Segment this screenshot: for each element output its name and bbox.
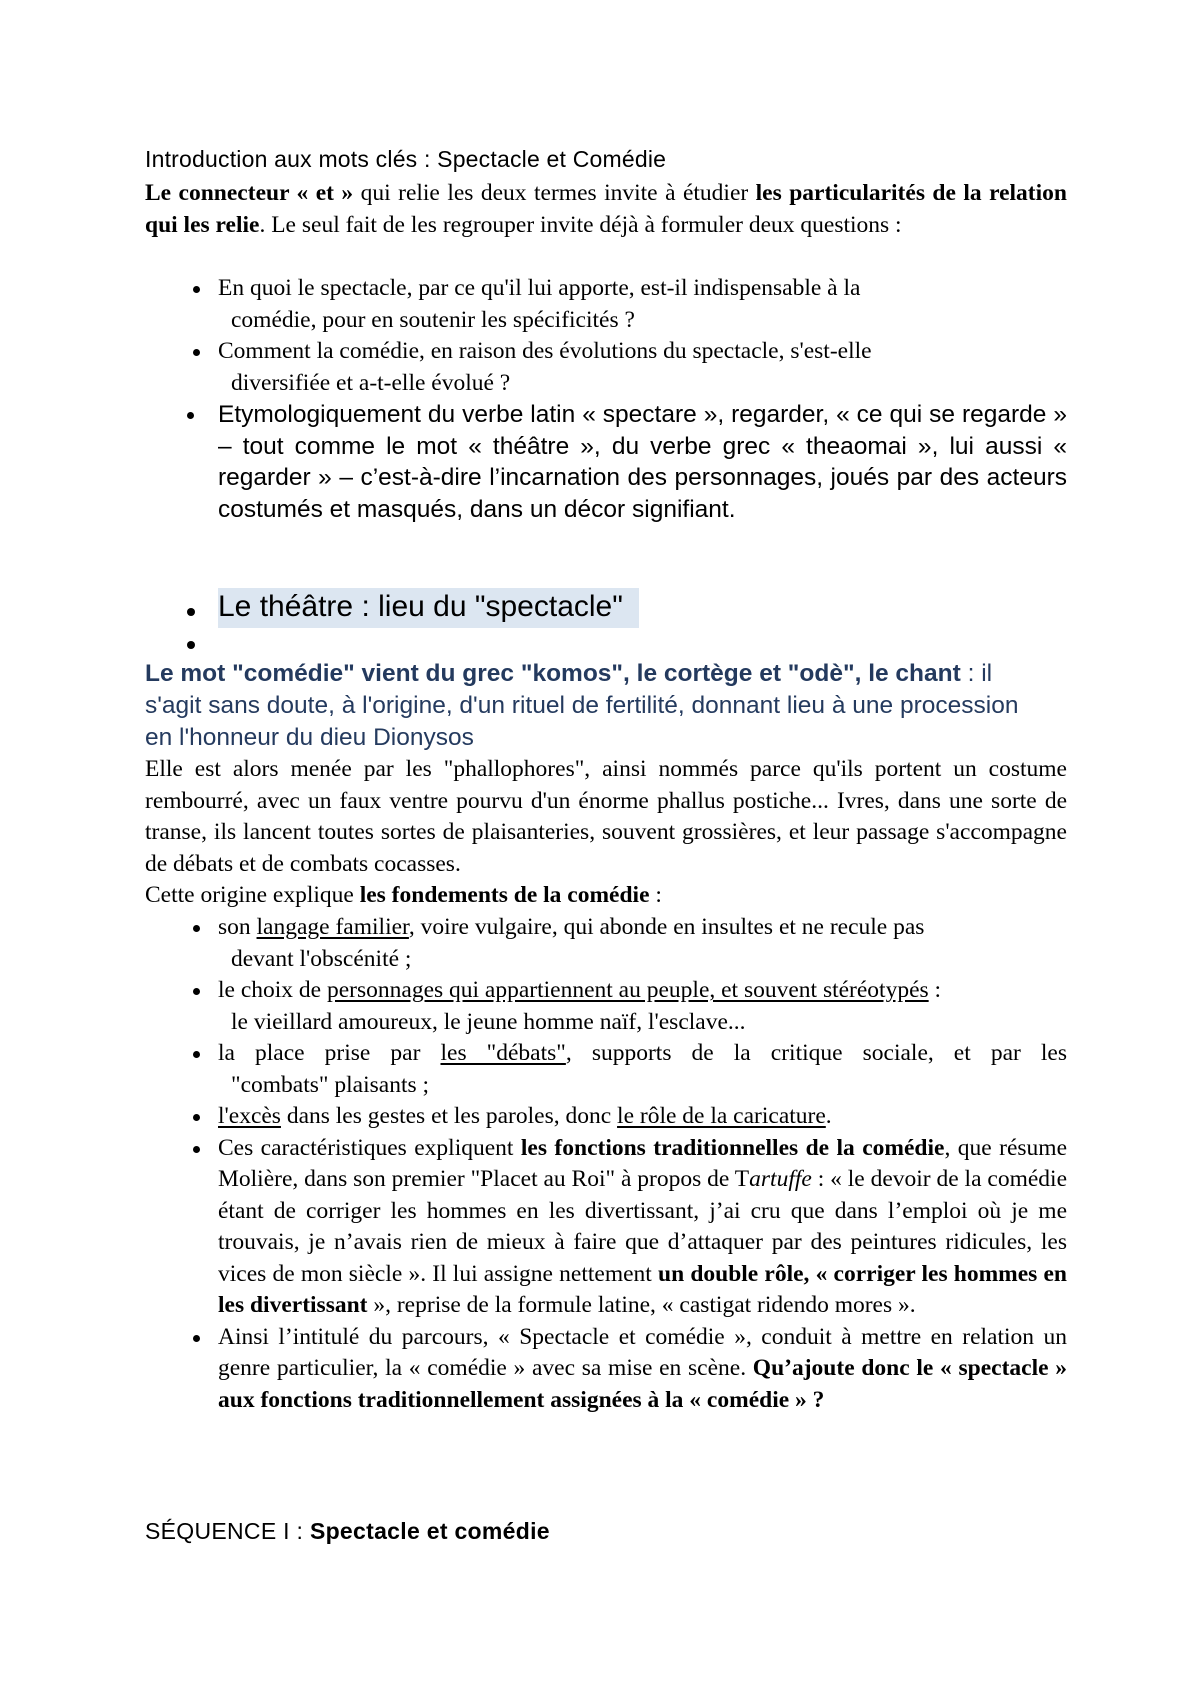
bullet-icon bbox=[193, 286, 200, 293]
question-line: Comment la comédie, en raison des évolutions du spectacle, s'est-elle bbox=[218, 338, 872, 364]
list-item bbox=[145, 1133, 1067, 1322]
item-text: la place prise par bbox=[218, 1040, 441, 1066]
list-item-line bbox=[218, 912, 1067, 944]
origine-text-1: Cette origine explique bbox=[145, 882, 360, 908]
fondements-phrase: les fondements de la comédie bbox=[359, 882, 650, 908]
sequence-title: Spectacle et comédie bbox=[309, 1518, 550, 1544]
list-item-line: devant l'obscénité ; bbox=[231, 945, 412, 972]
double-role-phrase: un double rôle, « corriger les hommes en les divertissant bbox=[218, 1260, 1067, 1318]
list-item bbox=[145, 912, 1067, 975]
bullet-icon bbox=[193, 349, 200, 356]
bullet-icon bbox=[193, 1146, 200, 1153]
item-text: dans les gestes et les paroles, donc bbox=[280, 1103, 618, 1129]
bullet-icon bbox=[187, 608, 195, 616]
intro-paragraph bbox=[145, 178, 1067, 241]
etymology-text: Etymologiquement du verbe latin « spectare », regarder, « ce qui se regarde » – tout comme le mot « théâtre », du verbe grec « theaomai », lui aussi « regarder » – c’est-à-dire l’incarnation des personnages, joués par des acteurs costumés et masqués, dans un décor signifiant. bbox=[218, 401, 1067, 523]
theatre-heading: Le théâtre : lieu du "spectacle" bbox=[218, 588, 639, 628]
item-text: . bbox=[825, 1103, 832, 1129]
underlined-text: personnages qui appartiennent au peuple, et souvent stéréotypés bbox=[326, 977, 929, 1003]
comedie-text: : il s'agit sans doute, à l'origine, d'un rituel de fertilité, donnant lieu à une procession en l'honneur du dieu Dionysos bbox=[145, 660, 1019, 751]
list-item bbox=[145, 1038, 1067, 1101]
intro-text-2: . Le seul fait de les regrouper invite déjà à formuler deux questions : bbox=[259, 211, 902, 238]
connector-phrase: Le connecteur « et » bbox=[145, 180, 354, 206]
item-text: , supports de la critique sociale, et par les bbox=[565, 1040, 1068, 1066]
list-item bbox=[145, 336, 1067, 399]
phallophores-paragraph: Elle est alors menée par les "phallophores", ainsi nommés parce qu'ils portent un costume rembourré, avec un faux ventre pourvu d'un énorme phallus postiche... Ivres, dans une sorte de transe, ils lancent toutes sortes de plaisanteries, souvent grossières, et leur passage s'accompagne de débats et de combats cocasses. bbox=[145, 756, 1067, 877]
origine-text-2: : bbox=[649, 882, 662, 908]
questions-list bbox=[145, 273, 1067, 399]
intro-title: Introduction aux mots clés : Spectacle et Comédie bbox=[145, 146, 667, 172]
item-text: : bbox=[928, 977, 942, 1003]
bullet-icon bbox=[193, 1114, 200, 1121]
relation-phrase: les particularités de la relation qui les relie bbox=[145, 180, 1067, 238]
list-item-line bbox=[218, 1101, 1067, 1133]
tartuffe-title: artuffe bbox=[749, 1166, 812, 1192]
sequence-label: SÉQUENCE I : bbox=[145, 1518, 310, 1544]
fonctions-phrase: les fonctions traditionnelles de la comédie bbox=[520, 1134, 945, 1161]
question-line: diversifiée et a-t-elle évolué ? bbox=[231, 369, 511, 396]
list-item-line bbox=[218, 1038, 1067, 1070]
question-line: comédie, pour en soutenir les spécificités ? bbox=[231, 306, 635, 333]
intro-text-1: qui relie les deux termes invite à étudier bbox=[353, 180, 756, 206]
item-text: : « le devoir de la comédie étant de corriger les hommes en les divertissant, j’ai cru que dans l’emploi où je me trouvais, je n’avais rien de mieux à faire que d’attaquer par des peintures ridicules, les vices de mon siècle ». Il lui assigne nettement bbox=[218, 1166, 1068, 1287]
underlined-text: langage familier bbox=[256, 914, 409, 940]
item-text: Ces caractéristiques expliquent bbox=[218, 1134, 521, 1161]
item-text: », reprise de la formule latine, « castigat ridendo mores ». bbox=[367, 1292, 916, 1318]
list-item bbox=[145, 1101, 1067, 1133]
comedie-etymology: Le mot "comédie" vient du grec "komos", le cortège et "odè", le chant bbox=[145, 660, 961, 687]
list-item-line bbox=[218, 975, 1067, 1007]
fondements-list bbox=[145, 912, 1067, 1416]
list-item bbox=[145, 273, 1067, 336]
item-text: Ainsi l’intitulé du parcours, « Spectacle et comédie », conduit à mettre en relation un genre particulier, la « comédie » avec sa mise en scène. bbox=[218, 1323, 1067, 1381]
underlined-text: l'excès bbox=[218, 1103, 281, 1129]
item-text: , voire vulgaire, qui abonde en insultes et ne recule pas bbox=[408, 914, 925, 940]
item-text: le choix de bbox=[218, 977, 327, 1003]
bullet-icon bbox=[193, 988, 200, 995]
bullet-icon bbox=[187, 412, 194, 419]
bullet-icon bbox=[187, 641, 195, 649]
list-item bbox=[145, 975, 1067, 1038]
bullet-icon bbox=[193, 1051, 200, 1058]
comedie-paragraph bbox=[145, 658, 1045, 754]
underlined-text: les "débats" bbox=[440, 1040, 566, 1066]
bullet-icon bbox=[193, 1335, 200, 1342]
etymology-item bbox=[145, 399, 1067, 525]
sequence-heading bbox=[145, 1518, 550, 1545]
list-item-line: le vieillard amoureux, le jeune homme naïf, l'esclave... bbox=[231, 1008, 746, 1035]
list-item-line: "combats" plaisants ; bbox=[231, 1071, 430, 1098]
underlined-text: le rôle de la caricature bbox=[617, 1103, 826, 1129]
parcours-text bbox=[218, 1324, 1067, 1413]
item-text: son bbox=[218, 914, 257, 940]
fonctions-text bbox=[218, 1135, 1067, 1319]
list-item bbox=[145, 1322, 1067, 1417]
bullet-icon bbox=[193, 925, 200, 932]
item-text: , que résume Molière, dans son premier "Placet au Roi" à propos de T bbox=[218, 1134, 1067, 1192]
origine-paragraph bbox=[145, 880, 1067, 912]
question-phrase: Qu’ajoute donc le « spectacle » aux fonctions traditionnellement assignées à la « comédie » ? bbox=[218, 1355, 1067, 1413]
question-line: En quoi le spectacle, par ce qu'il lui apporte, est-il indispensable à la bbox=[218, 275, 861, 301]
